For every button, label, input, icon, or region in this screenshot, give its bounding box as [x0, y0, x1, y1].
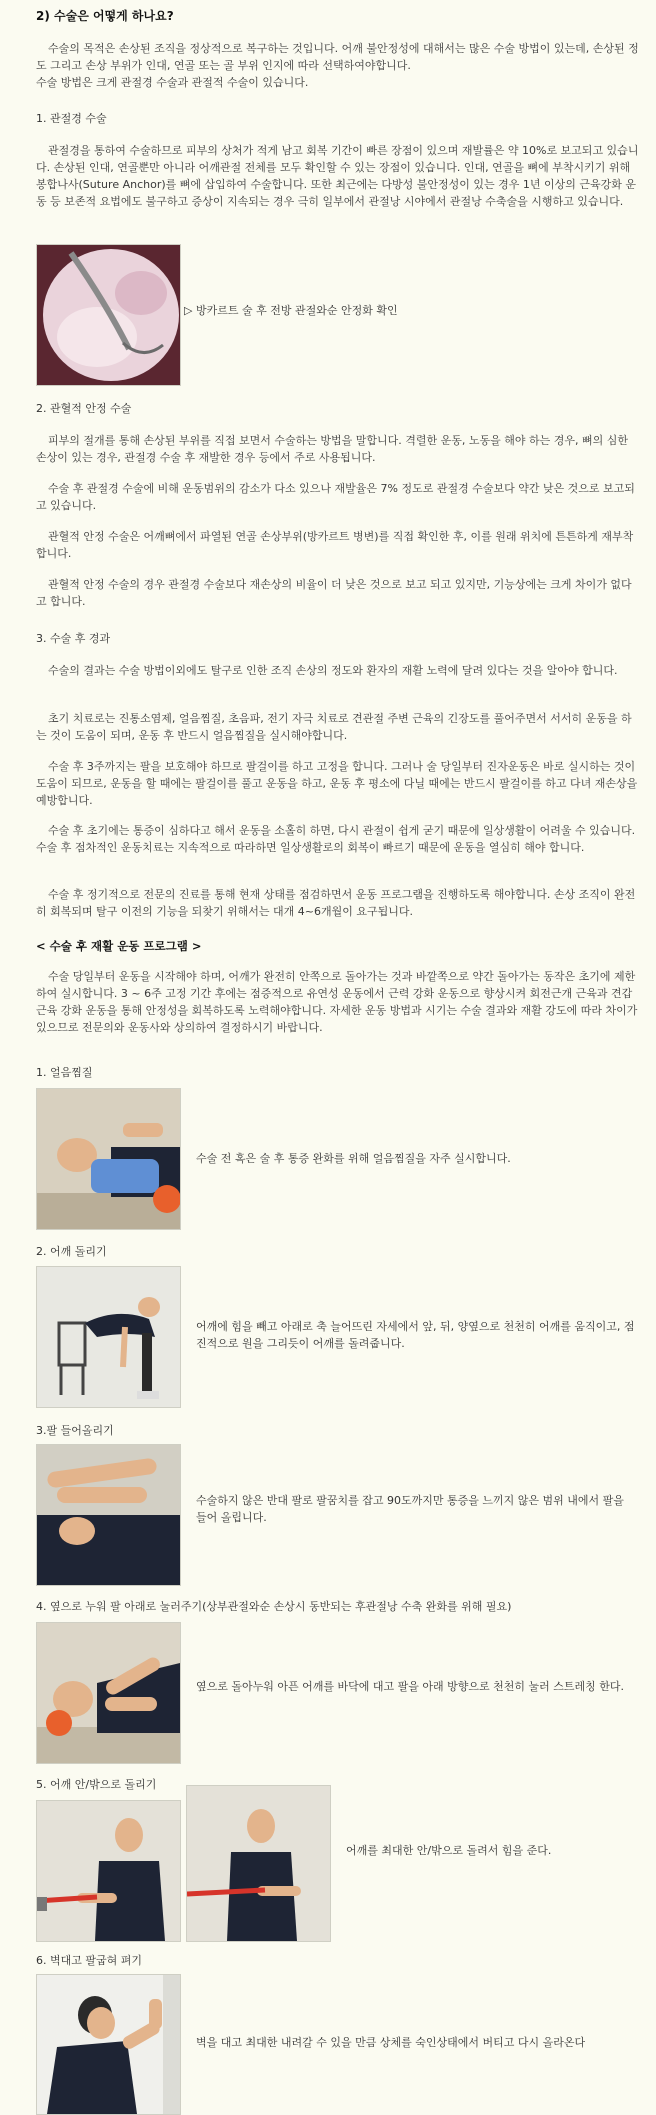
exercise-description: 벽을 대고 최대한 내려갈 수 있을 만큼 상체를 숙인상태에서 버티고 다시 올라온다	[196, 2036, 586, 2049]
section-body: 초기 치료로는 진통소염제, 얼음찜질, 초음파, 전기 자극 치료로 견관절 주변 근육의 긴장도를 풀어주면서 서서히 운동을 하는 것이 도움이 되며, 운동 후 반드시 얼음찜질을 실시해야합니다.	[36, 712, 632, 742]
section-body: 관혈적 안정 수술의 경우 관절경 수술보다 재손상의 비율이 더 낮은 것으로 보고 되고 있지만, 기능상에는 크게 차이가 없다고 합니다.	[36, 578, 632, 608]
exercise-title: 6. 벽대고 팔굽혀 펴기	[36, 1954, 142, 1967]
program-heading: < 수술 후 재활 운동 프로그램 >	[36, 939, 202, 953]
arm-raise-photo	[36, 1444, 181, 1586]
band-rotation-image	[37, 1801, 180, 1941]
section-body: 관혈적 안정 수술은 어깨뼈에서 파열된 연골 손상부위(방카르트 병변)를 직접 확인한 후, 이를 원래 위치에 튼튼하게 재부착 합니다.	[36, 530, 634, 560]
exercise-description: 옆으로 돌아누워 아픈 어깨를 바닥에 대고 팔을 아래 방향으로 천천히 눌러 스트레칭 한다.	[196, 1680, 624, 1693]
exercise-title: 4. 옆으로 누워 팔 아래로 눌러주기(상부관절와순 손상시 동반되는 후관절낭 수축 완화를 위해 필요)	[36, 1600, 512, 1613]
exercise-title: 2. 어깨 돌리기	[36, 1245, 107, 1258]
section-body: 수술의 결과는 수술 방법이외에도 탈구로 인한 조직 손상의 정도와 환자의 재활 노력에 달려 있다는 것을 알아야 합니다.	[48, 664, 618, 677]
ice-pack-image	[37, 1089, 180, 1229]
section-body: 수술 후 3주까지는 팔을 보호해야 하므로 팔걸이를 하고 고정을 합니다. 그러나 술 당일부터 진자운동은 바로 실시하는 것이 도움이 되므로, 운동을 할 때에는 팔걸이를 풀고 운동을 하고, 운동 후 평소에 다닐 때에는 반드시 팔걸이를 하고 다녀 재손상을 예방합니다.	[36, 760, 638, 807]
exercise-title: 3.팔 들어올리기	[36, 1424, 114, 1437]
section-heading: 2. 관혈적 안정 수술	[36, 402, 132, 415]
band-rotation-photo-1	[36, 1800, 181, 1942]
exercise-title: 1. 얼음찜질	[36, 1066, 93, 1079]
exercise-description: 어깨에 힘을 빼고 아래로 축 늘어뜨린 자세에서 앞, 뒤, 양옆으로 천천히 어깨를 움직이고, 점진적으로 원을 그리듯이 어깨를 돌려줍니다.	[196, 1320, 635, 1350]
wall-pushup-photo	[36, 1974, 181, 2115]
section-body: 수술 후 관절경 수술에 비해 운동범위의 감소가 다소 있으나 재발율은 7% 정도로 관절경 수술보다 약간 낮은 것으로 보고되고 있습니다.	[36, 482, 635, 512]
exercise-description: 수술하지 않은 반대 팔로 팔꿈치를 잡고 90도까지만 통증을 느끼지 않은 범위 내에서 팔을 들어 올립니다.	[196, 1494, 624, 1524]
arm-raise-image	[37, 1445, 180, 1585]
page-title: 2) 수술은 어떻게 하나요?	[36, 9, 174, 23]
pendulum-photo	[36, 1266, 181, 1408]
arthroscopy-image	[37, 245, 180, 385]
section-heading: 3. 수술 후 경과	[36, 632, 111, 645]
intro-paragraph: 수술의 목적은 손상된 조직을 정상적으로 복구하는 것입니다. 어깨 불안정성에 대해서는 많은 수술 방법이 있는데, 손상된 정도 그리고 손상 부위가 인대, 연골 또는 골 부위 인지에 따라 선택하여야합니다.	[36, 42, 639, 72]
arthroscopy-photo	[36, 244, 181, 386]
sleeper-stretch-image	[37, 1623, 180, 1763]
wall-pushup-image	[37, 1975, 180, 2114]
intro-paragraph: 수술 방법은 크게 관절경 수술과 관절적 수술이 있습니다.	[36, 76, 309, 89]
section-body: 수술 후 초기에는 통증이 심하다고 해서 운동을 소홀히 하면, 다시 관절이 쉽게 굳기 때문에 일상생활이 어려울 수 있습니다. 수술 후 점차적인 운동치료는 지속적으로 따라하면 일상생활로의 회복이 빠르기 때문에 운동을 열심히 해야 합니다.	[36, 824, 636, 854]
exercise-description: 수술 전 혹은 술 후 통증 완화를 위해 얼음찜질을 자주 실시합니다.	[196, 1152, 511, 1165]
section-body: 관절경을 통하여 수술하므로 피부의 상처가 적게 남고 회복 기간이 빠른 장점이 있으며 재발률은 약 10%로 보고되고 있습니다. 손상된 인대, 연골뿐만 아니라 어깨관절 전체를 모두 확인할 수 있는 장점이 있습니다. 인대, 연골을 뼈에 부착시키기 위해 봉합나사(Suture Anchor)를 뼈에 삽입하여 수술합니다. 또한 최근에는 다방성 불안정성이 있는 경우 1년 이상의 근육강화 운동 등 보존적 요법에도 불구하고 증상이 지속되는 경우 극히 일부에서 관절낭 시야에서 관절낭 수축술을 시행하고 있습니다.	[36, 144, 639, 208]
exercise-description: 어깨를 최대한 안/밖으로 돌려서 힘을 준다.	[346, 1844, 552, 1857]
section-heading: 1. 관절경 수술	[36, 112, 107, 125]
section-body: 수술 후 정기적으로 전문의 진료를 통해 현재 상태를 점검하면서 운동 프로그램을 진행하도록 해야합니다. 손상 조직이 완전히 회복되며 탈구 이전의 기능을 되찾기 위해서는 대개 4~6개월이 요구됩니다.	[36, 888, 636, 918]
exercise-title: 5. 어깨 안/밖으로 돌리기	[36, 1778, 157, 1791]
ice-pack-photo	[36, 1088, 181, 1230]
sleeper-stretch-photo	[36, 1622, 181, 1764]
band-rotation-image	[187, 1786, 330, 1941]
photo-caption: ▷ 방카르트 술 후 전방 관절와순 안정화 확인	[184, 304, 398, 317]
program-intro: 수술 당일부터 운동을 시작해야 하며, 어깨가 완전히 안쪽으로 돌아가는 것과 바깥쪽으로 약간 돌아가는 동작은 초기에 제한하여 실시합니다. 3 ~ 6주 고정 기간 후에는 점증적으로 유연성 운동에서 근력 강화 운동으로 향상시켜 회전근개 근육과 견갑 근육 강화 운동을 통해 안정성을 회복하도록 노력해야합니다. 자세한 운동 방법과 시기는 수술 결과와 재활 강도에 따라 차이가 있으므로 전문의와 운동사와 상의하여 결정하시기 바랍니다.	[36, 970, 638, 1034]
band-rotation-photo-2	[186, 1785, 331, 1942]
pendulum-image	[37, 1267, 180, 1407]
section-body: 피부의 절개를 통해 손상된 부위를 직접 보면서 수술하는 방법을 말합니다. 격렬한 운동, 노동을 해야 하는 경우, 뼈의 심한 손상이 있는 경우, 관절경 수술 후 재발한 경우 등에서 주로 사용됩니다.	[36, 434, 628, 464]
